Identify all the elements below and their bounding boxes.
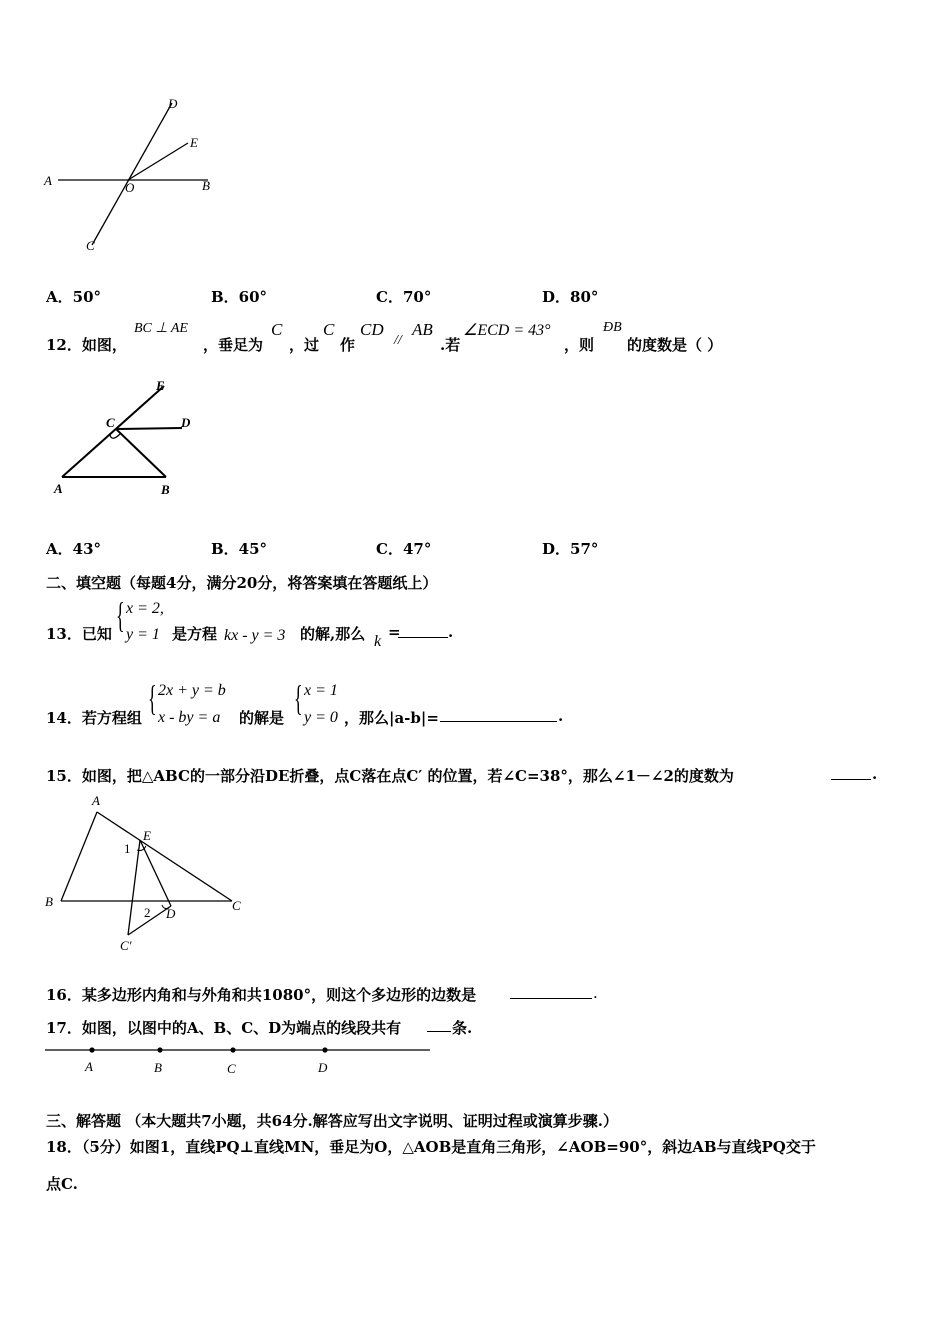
label-e: E bbox=[156, 378, 165, 393]
segment-cd bbox=[116, 428, 182, 429]
label-b: B bbox=[202, 178, 210, 193]
q14-system-1: 2x + y = b bbox=[158, 682, 226, 699]
line-cd bbox=[92, 103, 172, 245]
q12-expr-angle-b: ÐB bbox=[603, 320, 622, 335]
q14-brace-1: { bbox=[148, 678, 157, 718]
q14-solution-2: y = 0 bbox=[304, 709, 338, 726]
q14-solution-1: x = 1 bbox=[304, 682, 338, 699]
q12-expr-angle-ecd: ∠ECD = 43° bbox=[463, 322, 551, 339]
segment-ac bbox=[97, 812, 232, 901]
q12-option-a: A．43° bbox=[46, 540, 102, 558]
label-a: A bbox=[85, 1059, 93, 1074]
q16-answer-blank[interactable] bbox=[510, 986, 592, 999]
label-a: A bbox=[54, 481, 63, 496]
q13-equation: kx - y = 3 bbox=[224, 627, 286, 644]
q14-text-2: ，那么|a-b|= bbox=[344, 709, 439, 727]
q12-text-4: .若 bbox=[440, 336, 461, 354]
q15-answer-blank[interactable] bbox=[831, 767, 871, 780]
label-c: C bbox=[106, 415, 115, 430]
q12-text-1: ，垂足为 bbox=[203, 336, 264, 354]
label-e: E bbox=[143, 828, 151, 843]
q11-option-d: D．80° bbox=[542, 288, 599, 306]
q17-end: 条. bbox=[452, 1019, 473, 1037]
label-d: D bbox=[166, 906, 176, 921]
q13-text-1: 是方程 bbox=[172, 625, 218, 643]
figure-q11 bbox=[40, 95, 230, 260]
section-3-heading: 三、解答题 （本大题共7小题，共64分.解答应写出文字说明、证明过程或演算步骤.） bbox=[46, 1112, 618, 1130]
right-angle-mark bbox=[110, 434, 120, 438]
q12-point-c1: C bbox=[271, 320, 283, 339]
figure-q15 bbox=[40, 792, 250, 962]
label-2: 2 bbox=[144, 905, 151, 920]
q13-line-2: y = 1 bbox=[126, 626, 160, 643]
q13-text-3: = bbox=[388, 623, 401, 641]
segment-ab bbox=[61, 812, 97, 901]
q14-text-1: 的解是 bbox=[239, 709, 285, 727]
q17-answer-blank[interactable] bbox=[427, 1019, 451, 1032]
q13-line-1: x = 2, bbox=[126, 600, 164, 617]
q13-brace: { bbox=[116, 595, 125, 635]
q15-text: 15．如图，把△ABC的一部分沿DE折叠，点C落在点C′ 的位置，若∠C=38°，那么∠1－∠2的度数为 bbox=[46, 767, 734, 785]
point-c bbox=[230, 1047, 235, 1052]
label-b: B bbox=[161, 482, 170, 497]
q13-k: k bbox=[374, 633, 382, 650]
q12-parallel: // bbox=[394, 333, 402, 348]
section-2-heading: 二、填空题（每题4分，满分20分，将答案填在答题纸上） bbox=[46, 574, 438, 592]
q13-end: . bbox=[448, 623, 454, 641]
label-o: O bbox=[125, 180, 135, 195]
label-d: D bbox=[318, 1060, 328, 1075]
point-b bbox=[157, 1047, 162, 1052]
label-a: A bbox=[44, 173, 52, 188]
label-b: B bbox=[45, 894, 53, 909]
q12-number: 12．如图， bbox=[46, 336, 127, 354]
label-a: A bbox=[92, 793, 100, 808]
point-d bbox=[322, 1047, 327, 1052]
q17-text: 17．如图，以图中的A、B、C、D为端点的线段共有 bbox=[46, 1019, 402, 1037]
q13-number: 13．已知 bbox=[46, 625, 112, 643]
ray-oe bbox=[128, 143, 188, 180]
q13-text-2: 的解,那么 bbox=[300, 625, 366, 643]
label-e: E bbox=[190, 135, 198, 150]
q12-option-c: C．47° bbox=[376, 540, 432, 558]
q18-line-1: 18．（5分）如图1，直线PQ⊥直线MN，垂足为O，△AOB是直角三角形，∠AOB=90°，斜边AB与直线PQ交于 bbox=[46, 1138, 816, 1156]
q12-text-6: 的度数是（ ） bbox=[627, 336, 723, 354]
q11-option-c: C．70° bbox=[376, 288, 432, 306]
figure-q17 bbox=[40, 1040, 440, 1080]
q14-end: . bbox=[558, 707, 564, 725]
q11-option-b: B．60° bbox=[211, 288, 268, 306]
q15-end: . bbox=[872, 765, 878, 783]
q12-text-3: 作 bbox=[340, 336, 356, 354]
q12-point-c2: C bbox=[323, 320, 335, 339]
label-c-prime: C′ bbox=[120, 938, 132, 953]
label-c: C bbox=[227, 1061, 236, 1076]
q12-expr-cd: CD bbox=[360, 320, 384, 339]
q12-text-2: ，过 bbox=[289, 336, 320, 354]
label-b: B bbox=[154, 1060, 162, 1075]
q12-text-5: ，则 bbox=[564, 336, 595, 354]
q16-end: . bbox=[593, 984, 598, 1002]
label-1: 1 bbox=[124, 841, 131, 856]
q12-expr-ab: AB bbox=[412, 320, 433, 339]
q12-expr-bc-ae: BC ⊥ AE bbox=[134, 321, 188, 336]
label-d: D bbox=[168, 96, 178, 111]
q14-system-2: x - by = a bbox=[158, 709, 221, 726]
q14-brace-2: { bbox=[294, 678, 303, 718]
label-d: D bbox=[181, 415, 191, 430]
q12-option-b: B．45° bbox=[211, 540, 268, 558]
q13-answer-blank[interactable] bbox=[398, 625, 448, 638]
figure-q12 bbox=[40, 372, 240, 507]
q11-option-a: A．50° bbox=[46, 288, 102, 306]
label-c: C bbox=[232, 898, 241, 913]
segment-ae bbox=[62, 386, 164, 477]
point-a bbox=[89, 1047, 94, 1052]
segment-cb bbox=[116, 429, 166, 477]
q12-option-d: D．57° bbox=[542, 540, 599, 558]
q14-number: 14．若方程组 bbox=[46, 709, 142, 727]
q18-line-2: 点C. bbox=[46, 1175, 78, 1193]
q14-answer-blank[interactable] bbox=[440, 709, 557, 722]
label-c: C bbox=[86, 238, 95, 253]
q16-text: 16．某多边形内角和与外角和共1080°，则这个多边形的边数是 bbox=[46, 986, 477, 1004]
